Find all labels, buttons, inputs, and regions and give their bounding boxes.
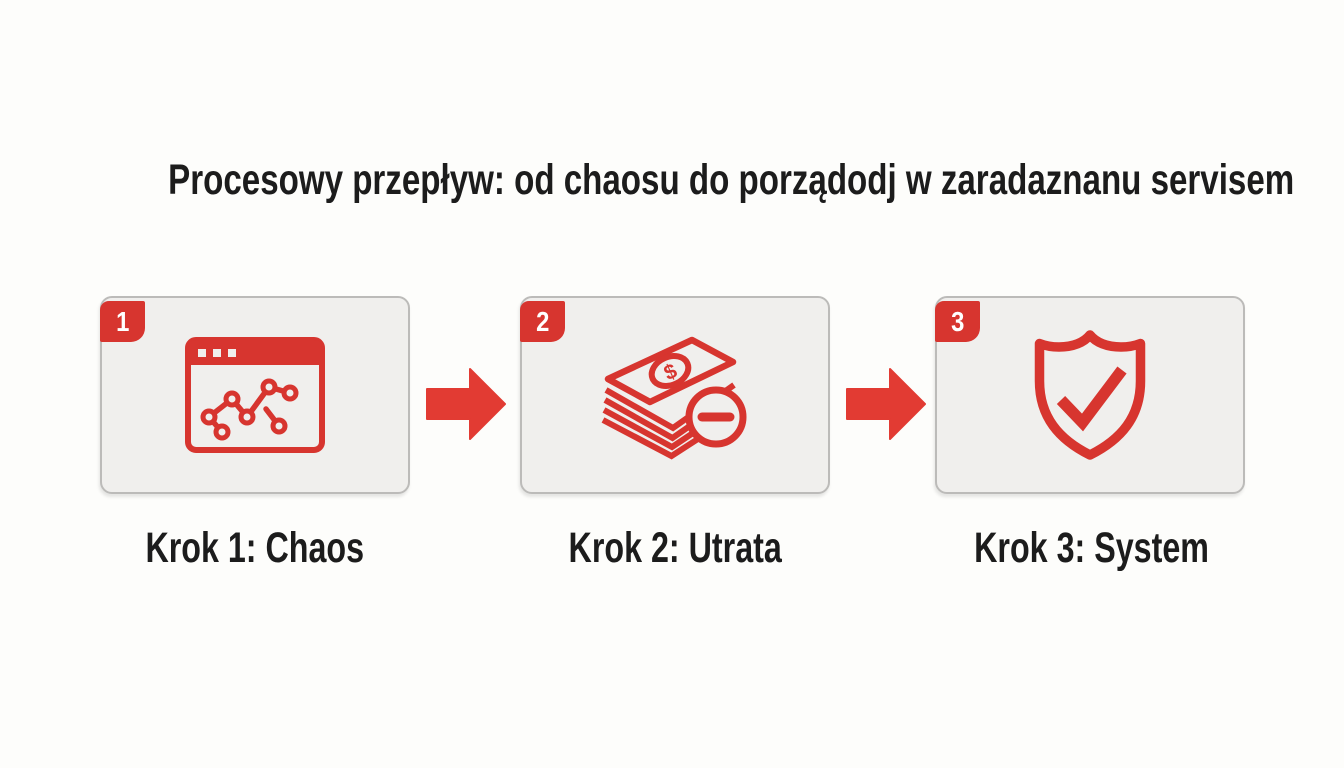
step-2-number-badge: [520, 301, 565, 342]
step-card-1: [100, 296, 410, 494]
step-3-number: 3: [950, 305, 965, 337]
svg-text:$: $: [660, 359, 681, 386]
page-title-text: Procesowy przepływ: od chaosu do porządodj w zaradaznanu servisem: [168, 156, 1295, 204]
step-2-label: Krok 2: Utrata: [568, 524, 782, 572]
shield-check-icon: [1034, 329, 1146, 461]
step-1-number: 1: [115, 305, 130, 337]
step-1-number-badge: [100, 301, 145, 342]
arrow-right-icon: [426, 365, 508, 443]
arrow-right-icon: [846, 365, 928, 443]
step-3-label: Krok 3: System: [974, 524, 1209, 572]
page-title: [0, 156, 1344, 205]
step-3-number-badge: [935, 301, 980, 342]
step-2-number: 2: [535, 305, 550, 337]
money-stack-minus-icon: [590, 324, 760, 474]
browser-analytics-icon: [185, 337, 325, 453]
step-card-2: [520, 296, 830, 494]
step-1-label: Krok 1: Chaos: [145, 524, 365, 572]
step-card-3: [935, 296, 1245, 494]
